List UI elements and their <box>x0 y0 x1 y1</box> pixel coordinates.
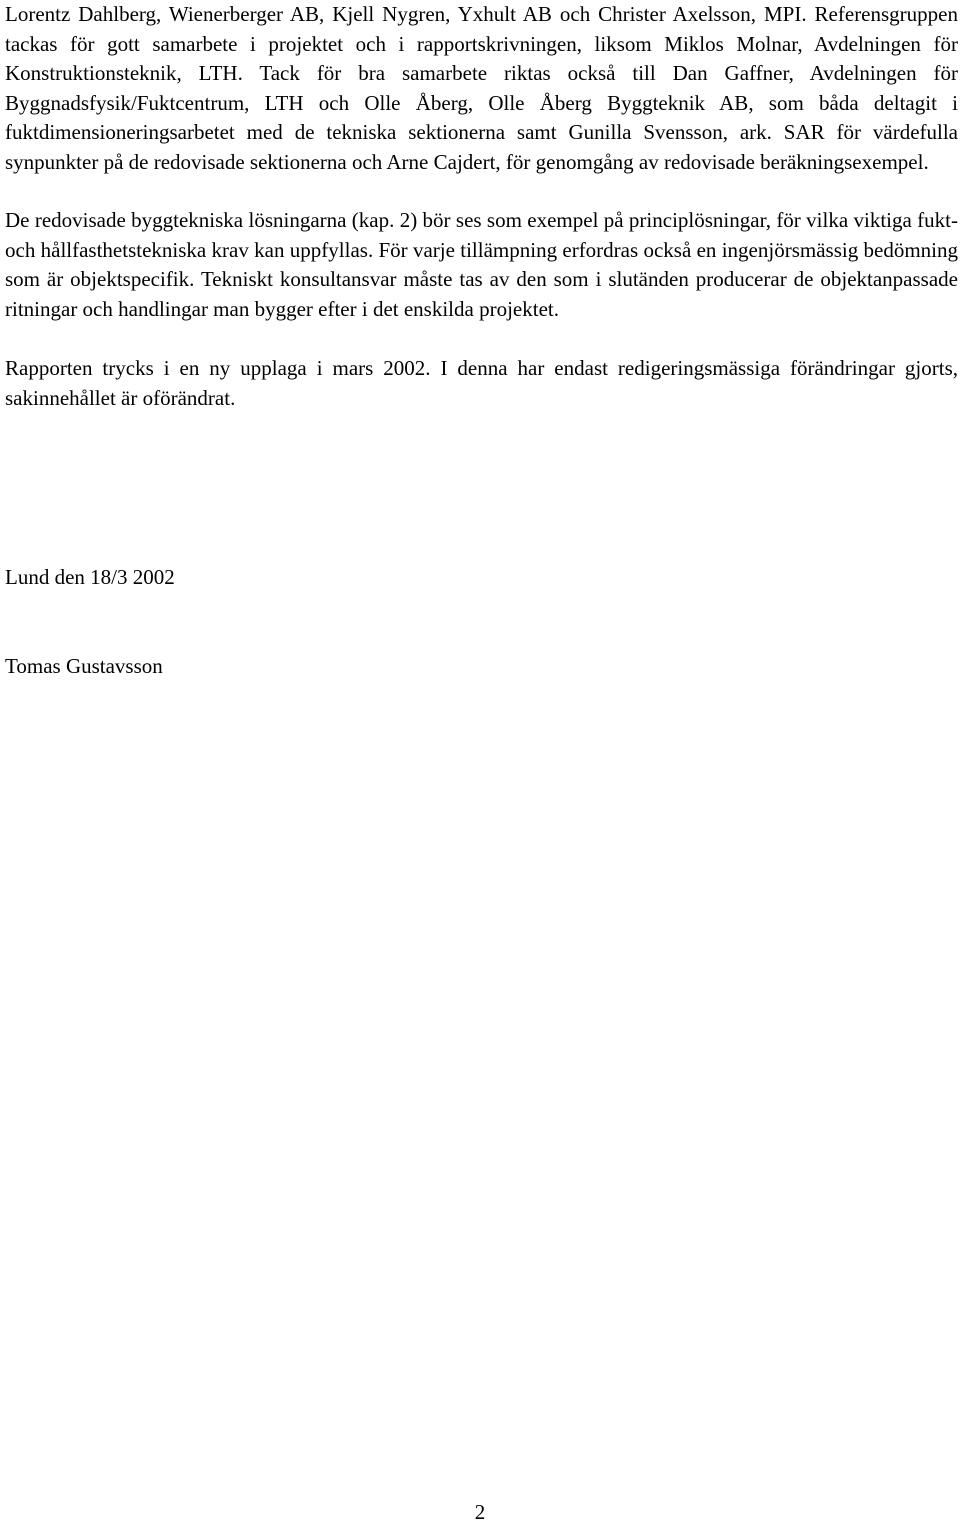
acknowledgements-paragraph: Lorentz Dahlberg, Wienerberger AB, Kjell Nygren, Yxhult AB och Christer Axelsson, MPI. Referensgruppen tackas för gott samarbete i projektet och i rapportskrivningen, liksom Miklos Molnar, Avdelningen för Konstruktionsteknik, LTH. Tack för bra samarbete riktas också till Dan Gaffner, Avdelningen för Byggnadsfysik/Fuktcentrum, LTH och Olle Åberg, Olle Åberg Byggteknik AB, som båda deltagit i fuktdimensioneringsarbetet med de tekniska sektionerna samt Gunilla Svensson, ark. SAR för värdefulla synpunkter på de redovisade sektionerna och Arne Cajdert, för genomgång av redovisade beräkningsexempel. <box>5 2 958 174</box>
page-number: 2 <box>474 1500 486 1524</box>
document-body <box>5 0 958 413</box>
place-and-date: Lund den 18/3 2002 <box>5 565 175 589</box>
reprint-note-paragraph: Rapporten trycks i en ny upplaga i mars 2002. I denna har endast redigeringsmässiga förändringar gjorts, sakinnehållet är oförändrat. <box>5 356 958 410</box>
author-name: Tomas Gustavsson <box>5 654 163 678</box>
solutions-disclaimer-paragraph: De redovisade byggtekniska lösningarna (kap. 2) bör ses som exempel på principlösningar, för vilka viktiga fukt- och hållfasthetstekniska krav kan uppfyllas. För varje tillämpning erfordras också en ingenjörsmässig bedömning som är objektspecifik. Tekniskt konsultansvar måste tas av den som i slutänden producerar de objektanpassade ritningar och handlingar man bygger efter i det enskilda projektet. <box>5 208 958 321</box>
